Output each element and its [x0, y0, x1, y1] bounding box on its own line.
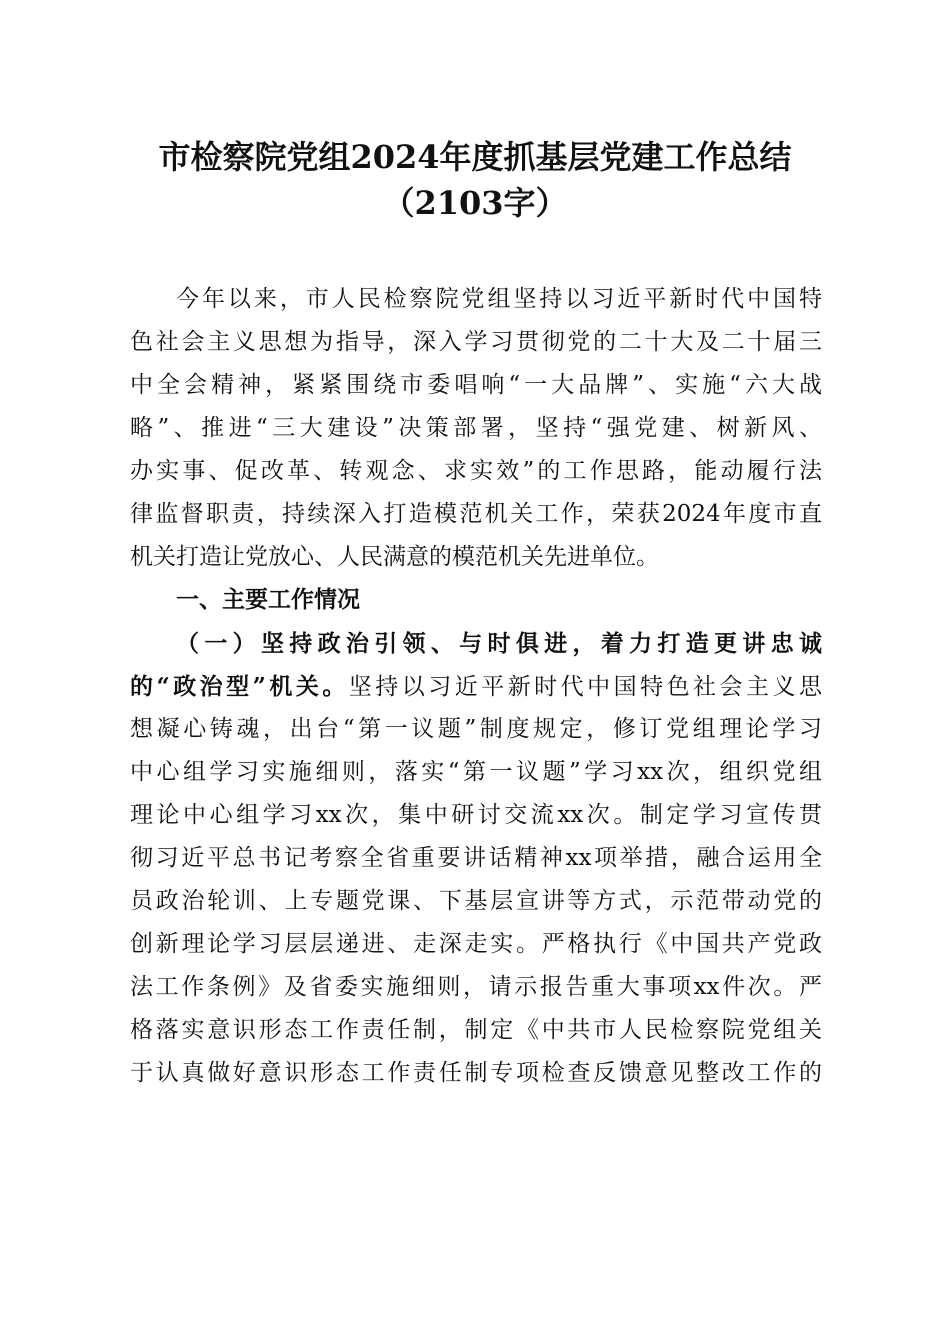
paragraph-2-line-6: 员政治轮训、上专题党课、下基层宣讲等方式，示范带动党的: [130, 888, 822, 914]
title-line-1: 市检察院党组2024年度抓基层党建工作总结: [158, 138, 792, 176]
paragraph-1-line-6: 律监督职责，持续深入打造模范机关工作，荣获2024年度市直: [130, 501, 822, 527]
paragraph-1-line-3: 中全会精神，紧紧围绕市委唱响“一大品牌”、实施“六大战: [130, 372, 822, 398]
subsection-1-heading: （一）坚持政治引领、与时俱进，着力打造更讲忠诚: [176, 630, 822, 657]
paragraph-2-line-1-text: 坚持以习近平新时代中国特色社会主义思: [348, 674, 822, 700]
paragraph-2-line-10: 于认真做好意识形态工作责任制专项检查反馈意见整改工作的: [130, 1060, 822, 1086]
title-line-2: （2103字）: [382, 184, 568, 222]
subsection-1-heading-end: 的“政治型”机关。: [130, 673, 349, 700]
paragraph-2-line-9: 格落实意识形态工作责任制，制定《中共市人民检察院党组关: [130, 1017, 822, 1043]
paragraph-2-line-7: 创新理论学习层层递进、走深走实。严格执行《中国共产党政: [130, 931, 822, 957]
section-1-heading: 一、主要工作情况: [176, 587, 360, 613]
document-title: [0, 134, 950, 226]
paragraph-1-line-5: 办实事、促改革、转观念、求实效”的工作思路，能动履行法: [130, 458, 822, 484]
paragraph-2-line-1: [130, 665, 822, 708]
paragraph-1-line-4: 略”、推进“三大建设”决策部署，坚持“强党建、树新风、: [130, 415, 822, 441]
paragraph-2-line-3: 中心组学习实施细则，落实“第一议题”学习xx次，组织党组: [130, 759, 822, 785]
paragraph-2-line-8: 法工作条例》及省委实施细则，请示报告重大事项xx件次。严: [130, 974, 822, 1000]
paragraph-1-line-7: 机关打造让党放心、人民满意的模范机关先进单位。: [130, 544, 659, 570]
paragraph-2-line-4: 理论中心组学习xx次，集中研讨交流xx次。制定学习宣传贯: [130, 802, 822, 828]
paragraph-2-line-2: 想凝心铸魂，出台“第一议题”制度规定，修订党组理论学习: [130, 716, 822, 742]
paragraph-1-line-2: 色社会主义思想为指导，深入学习贯彻党的二十大及二十届三: [130, 329, 822, 355]
document-body: [130, 278, 822, 1095]
paragraph-2-line-5: 彻习近平总书记考察全省重要讲话精神xx项举措，融合运用全: [130, 845, 822, 871]
paragraph-1-line-1: 今年以来，市人民检察院党组坚持以习近平新时代中国特: [176, 286, 822, 312]
